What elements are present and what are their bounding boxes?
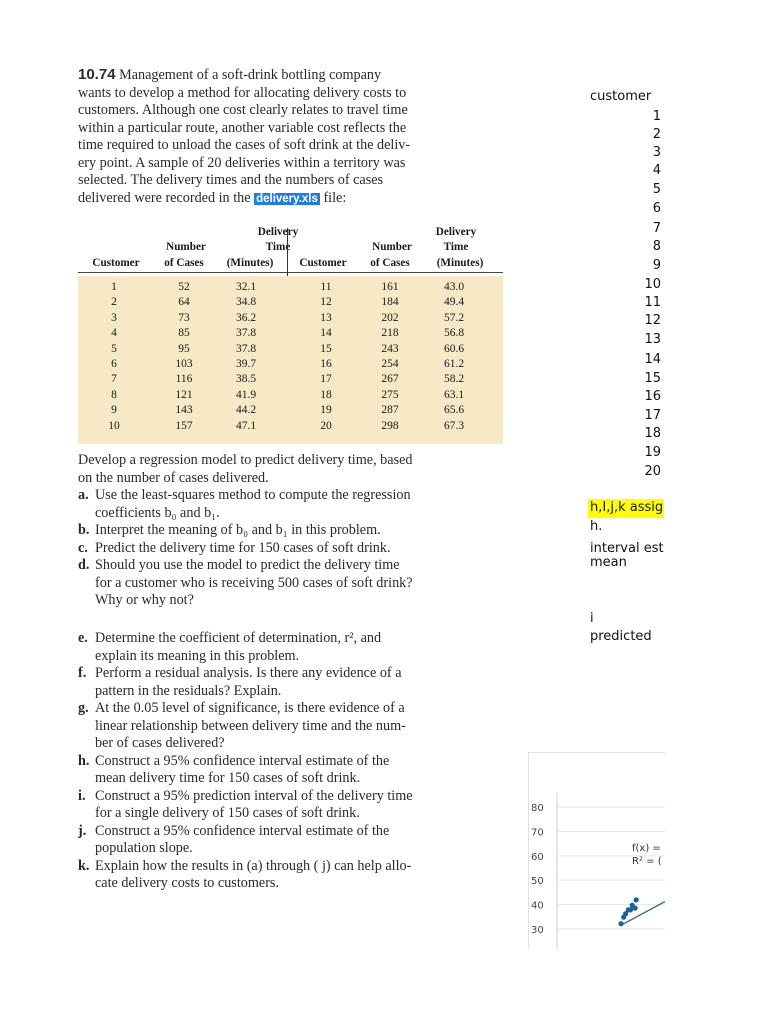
sheet-cell-number[interactable]: 16 bbox=[644, 389, 661, 404]
sheet-cell-number[interactable]: 7 bbox=[652, 221, 661, 236]
cell-customer: 3 bbox=[111, 311, 117, 324]
sheet-cell-number[interactable]: 17 bbox=[644, 408, 661, 423]
sheet-cell-number[interactable]: 19 bbox=[644, 445, 661, 460]
cell-cases: 161 bbox=[381, 281, 399, 293]
data-point bbox=[628, 907, 633, 912]
cell-time: 36.2 bbox=[235, 311, 257, 324]
question-list bbox=[78, 487, 508, 610]
cell-cases: 287 bbox=[381, 404, 399, 417]
question-item bbox=[78, 487, 508, 522]
intro-line: wants to develop a method for allocating delivery costs to bbox=[78, 84, 407, 101]
cell-time: 49.4 bbox=[443, 296, 465, 309]
highlighted-cell-text: h,I,j,k assig bbox=[590, 500, 664, 515]
cell-time: 58.2 bbox=[443, 373, 465, 386]
question-text: ber of cases delivered? bbox=[95, 735, 225, 751]
sheet-note-cell[interactable] bbox=[590, 537, 666, 555]
question-text: explain its meaning in this problem. bbox=[95, 647, 300, 664]
table-header bbox=[78, 226, 503, 274]
file-name-highlight[interactable]: delivery.xls bbox=[256, 192, 318, 205]
cell-customer: 12 bbox=[320, 296, 332, 309]
header-minutes-right: (Minutes) bbox=[436, 257, 484, 269]
question-label: e. bbox=[78, 630, 88, 646]
cell-time: 38.5 bbox=[235, 373, 257, 386]
cell-time: 44.2 bbox=[235, 404, 257, 417]
question-item bbox=[78, 630, 508, 665]
sheet-cell-number[interactable]: 8 bbox=[652, 239, 661, 254]
cell-cases: 218 bbox=[381, 327, 399, 340]
question-text: for a customer who is receiving 500 cases of soft drink? bbox=[95, 574, 413, 591]
header-time-right: Time bbox=[443, 241, 469, 253]
question-text: Use the least-squares method to compute the regression bbox=[95, 487, 411, 503]
cell-cases: 103 bbox=[175, 358, 193, 370]
cell-cases: 254 bbox=[381, 358, 399, 370]
cell-cases: 95 bbox=[178, 342, 190, 355]
question-item bbox=[78, 753, 508, 788]
intro-line: within a particular route, another variable cost reflects the bbox=[78, 119, 407, 136]
intro-line: delivered were recorded in the bbox=[78, 189, 251, 206]
cell-time: 57.2 bbox=[443, 311, 465, 324]
question-text: mean delivery time for 150 cases of soft drink. bbox=[95, 770, 361, 786]
sheet-cell-number[interactable]: 18 bbox=[644, 426, 661, 441]
cell-time: 32.1 bbox=[235, 281, 257, 293]
intro-line: Management of a soft-drink bottling company bbox=[119, 67, 382, 83]
cell-customer: 5 bbox=[111, 342, 117, 355]
sheet-cell-number[interactable]: 10 bbox=[644, 277, 661, 292]
question-item bbox=[78, 522, 508, 540]
cell-time: 37.8 bbox=[235, 327, 257, 340]
question-text: Construct a 95% confidence interval estimate of the bbox=[95, 752, 390, 769]
cell-cases: 267 bbox=[381, 373, 399, 386]
sheet-note-h[interactable]: h. bbox=[590, 519, 603, 534]
question-text: population slope. bbox=[95, 840, 193, 856]
question-text: Should you use the model to predict the delivery time bbox=[95, 557, 400, 573]
delivery-table bbox=[78, 226, 503, 444]
header-delivery-left: Delivery bbox=[257, 226, 299, 238]
header-delivery-right: Delivery bbox=[435, 226, 477, 238]
questions-group-2 bbox=[78, 630, 508, 893]
sheet-note-predicted[interactable]: predicted bbox=[590, 629, 652, 644]
y-tick-label: 30 bbox=[531, 924, 544, 936]
cell-cases: 116 bbox=[175, 373, 193, 386]
question-item bbox=[78, 700, 508, 753]
question-text: cate delivery costs to customers. bbox=[95, 875, 279, 891]
file-suffix: file: bbox=[323, 189, 347, 206]
intro-line: ery point. A sample of 20 deliveries within a territory was bbox=[78, 154, 406, 171]
prompt-line: on the number of cases delivered. bbox=[78, 469, 269, 486]
sheet-cell-number[interactable]: 15 bbox=[644, 371, 661, 386]
question-label: f. bbox=[78, 665, 87, 681]
data-point bbox=[618, 921, 623, 926]
cell-cases: 121 bbox=[175, 388, 193, 401]
cell-customer: 11 bbox=[320, 281, 332, 293]
cell-cases: 52 bbox=[178, 281, 190, 293]
sheet-cell-number[interactable]: 1 bbox=[652, 109, 661, 124]
cell-time: 47.1 bbox=[235, 419, 257, 432]
question-text: pattern in the residuals? Explain. bbox=[95, 682, 282, 699]
cell-cases: 157 bbox=[175, 419, 193, 432]
trendline-equation: f(x) = bbox=[632, 843, 661, 854]
cell-customer: 9 bbox=[111, 404, 117, 417]
intro-line: customers. Although one cost clearly relates to travel time bbox=[78, 102, 408, 118]
question-text: Why or why not? bbox=[95, 592, 194, 608]
cell-cases: 243 bbox=[381, 342, 399, 355]
sheet-cell-number[interactable]: 20 bbox=[644, 464, 661, 479]
cell-time: 43.0 bbox=[443, 281, 465, 293]
question-text: Interpret the meaning of b₀ and b₁ in this problem. bbox=[95, 522, 381, 538]
r-squared-label: R² = ( bbox=[632, 856, 662, 867]
y-tick-label: 80 bbox=[531, 803, 544, 815]
cell-customer: 6 bbox=[111, 358, 117, 370]
data-point bbox=[634, 897, 639, 902]
sheet-cell-number[interactable]: 3 bbox=[652, 145, 661, 160]
cell-cases: 85 bbox=[178, 327, 190, 340]
sheet-cell-number[interactable]: 12 bbox=[644, 313, 661, 328]
cell-customer: 10 bbox=[108, 419, 120, 432]
y-tick-label: 40 bbox=[531, 900, 544, 912]
question-text: Perform a residual analysis. Is there any evidence of a bbox=[95, 665, 402, 681]
cell-cases: 64 bbox=[178, 296, 190, 309]
problem-number: 10.74 bbox=[78, 66, 116, 83]
y-tick-label: 70 bbox=[531, 827, 544, 839]
question-label: h. bbox=[78, 752, 90, 769]
cell-time: 56.8 bbox=[443, 327, 465, 340]
question-label: c. bbox=[78, 539, 88, 556]
cell-customer: 15 bbox=[320, 342, 332, 355]
cell-customer: 7 bbox=[111, 373, 117, 386]
cell-customer: 18 bbox=[320, 388, 332, 401]
intro-line: time required to unload the cases of soft drink at the deliv- bbox=[78, 137, 411, 153]
cell-time: 65.6 bbox=[443, 404, 465, 417]
cell-cases: 275 bbox=[381, 388, 399, 401]
header-number-left: Number bbox=[166, 241, 206, 253]
question-text: linear relationship between delivery time and the num- bbox=[95, 717, 406, 734]
sheet-note-mean[interactable]: mean bbox=[590, 555, 627, 570]
cell-cases: 73 bbox=[178, 311, 190, 324]
cell-time: 63.1 bbox=[443, 388, 465, 401]
y-tick-label: 50 bbox=[531, 876, 544, 888]
highlighted-cell[interactable] bbox=[588, 499, 664, 518]
header-cases-right: of Cases bbox=[370, 257, 410, 269]
cell-cases: 202 bbox=[381, 311, 399, 324]
cell-customer: 16 bbox=[320, 358, 332, 370]
sheet-cell-number[interactable]: 13 bbox=[644, 332, 661, 347]
question-label: j. bbox=[78, 822, 87, 839]
question-text: Explain how the results in (a) through ( j) can help allo- bbox=[95, 857, 412, 874]
question-item bbox=[78, 858, 508, 893]
cell-time: 67.3 bbox=[443, 419, 465, 432]
sheet-cell-number[interactable]: 2 bbox=[652, 127, 661, 142]
cell-time: 39.7 bbox=[235, 358, 257, 370]
question-item bbox=[78, 788, 508, 823]
header-time-left: Time bbox=[265, 241, 291, 253]
sheet-cell-number[interactable]: 11 bbox=[644, 295, 661, 310]
sheet-cell-number[interactable]: 9 bbox=[652, 258, 661, 273]
intro-line: selected. The delivery times and the numbers of cases bbox=[78, 172, 384, 188]
question-text: for a single delivery of 150 cases of soft drink. bbox=[95, 805, 360, 821]
cell-cases: 298 bbox=[381, 419, 399, 432]
question-text: Determine the coefficient of determination, r², and bbox=[95, 630, 382, 646]
embedded-scatter-chart[interactable] bbox=[528, 752, 665, 949]
sheet-cell-number[interactable]: 14 bbox=[644, 352, 661, 367]
cell-customer: 8 bbox=[111, 388, 117, 401]
question-text: Predict the delivery time for 150 cases of soft drink. bbox=[95, 539, 391, 556]
sheet-cell-number[interactable]: 4 bbox=[652, 163, 661, 178]
y-tick-label: 60 bbox=[531, 851, 544, 863]
cell-time: 41.9 bbox=[235, 388, 257, 401]
question-label: k. bbox=[78, 857, 90, 874]
header-cases-left: of Cases bbox=[164, 257, 204, 269]
question-item bbox=[78, 540, 508, 558]
data-point bbox=[632, 906, 637, 911]
cell-customer: 19 bbox=[320, 404, 332, 417]
cell-time: 34.8 bbox=[235, 296, 257, 309]
header-rule bbox=[78, 272, 503, 273]
question-label: b. bbox=[78, 522, 90, 538]
cell-time: 61.2 bbox=[443, 358, 465, 370]
question-text: coefficients b₀ and b₁. bbox=[95, 504, 220, 521]
cell-customer: 2 bbox=[111, 296, 117, 309]
questions-group-1 bbox=[78, 452, 508, 610]
question-label: g. bbox=[78, 700, 89, 716]
question-label: a. bbox=[78, 487, 89, 503]
cell-customer: 13 bbox=[320, 311, 332, 324]
question-text: At the 0.05 level of significance, is there evidence of a bbox=[95, 700, 405, 716]
cell-customer: 1 bbox=[111, 281, 117, 293]
question-list bbox=[78, 630, 508, 893]
cell-time: 37.8 bbox=[235, 342, 257, 355]
cell-customer: 20 bbox=[320, 419, 332, 432]
sheet-cell-number[interactable]: 6 bbox=[652, 201, 661, 216]
cell-time: 60.6 bbox=[443, 342, 465, 355]
cell-cases: 184 bbox=[381, 296, 399, 309]
sheet-note-interval: interval est bbox=[590, 541, 664, 555]
sheet-note-i[interactable]: i bbox=[590, 611, 594, 626]
question-item bbox=[78, 665, 508, 700]
header-minutes-left: (Minutes) bbox=[226, 257, 274, 269]
cell-cases: 143 bbox=[175, 404, 193, 417]
sheet-header-customer[interactable]: customer bbox=[590, 89, 652, 104]
question-label: i. bbox=[78, 787, 86, 804]
header-number-right: Number bbox=[372, 241, 412, 253]
cell-customer: 4 bbox=[111, 327, 117, 340]
question-text: Construct a 95% confidence interval estimate of the bbox=[95, 822, 390, 839]
problem-intro bbox=[78, 66, 503, 208]
question-text: Construct a 95% prediction interval of the delivery time bbox=[95, 787, 413, 804]
question-item bbox=[78, 557, 508, 610]
cell-customer: 17 bbox=[320, 373, 332, 386]
question-item bbox=[78, 823, 508, 858]
sheet-cell-number[interactable]: 5 bbox=[652, 182, 661, 197]
question-label: d. bbox=[78, 557, 90, 573]
table-body bbox=[78, 276, 503, 444]
prompt-line: Develop a regression model to predict delivery time, based bbox=[78, 452, 413, 468]
cell-customer: 14 bbox=[320, 327, 332, 340]
header-customer-right: Customer bbox=[299, 257, 347, 269]
header-customer-left: Customer bbox=[92, 257, 140, 269]
